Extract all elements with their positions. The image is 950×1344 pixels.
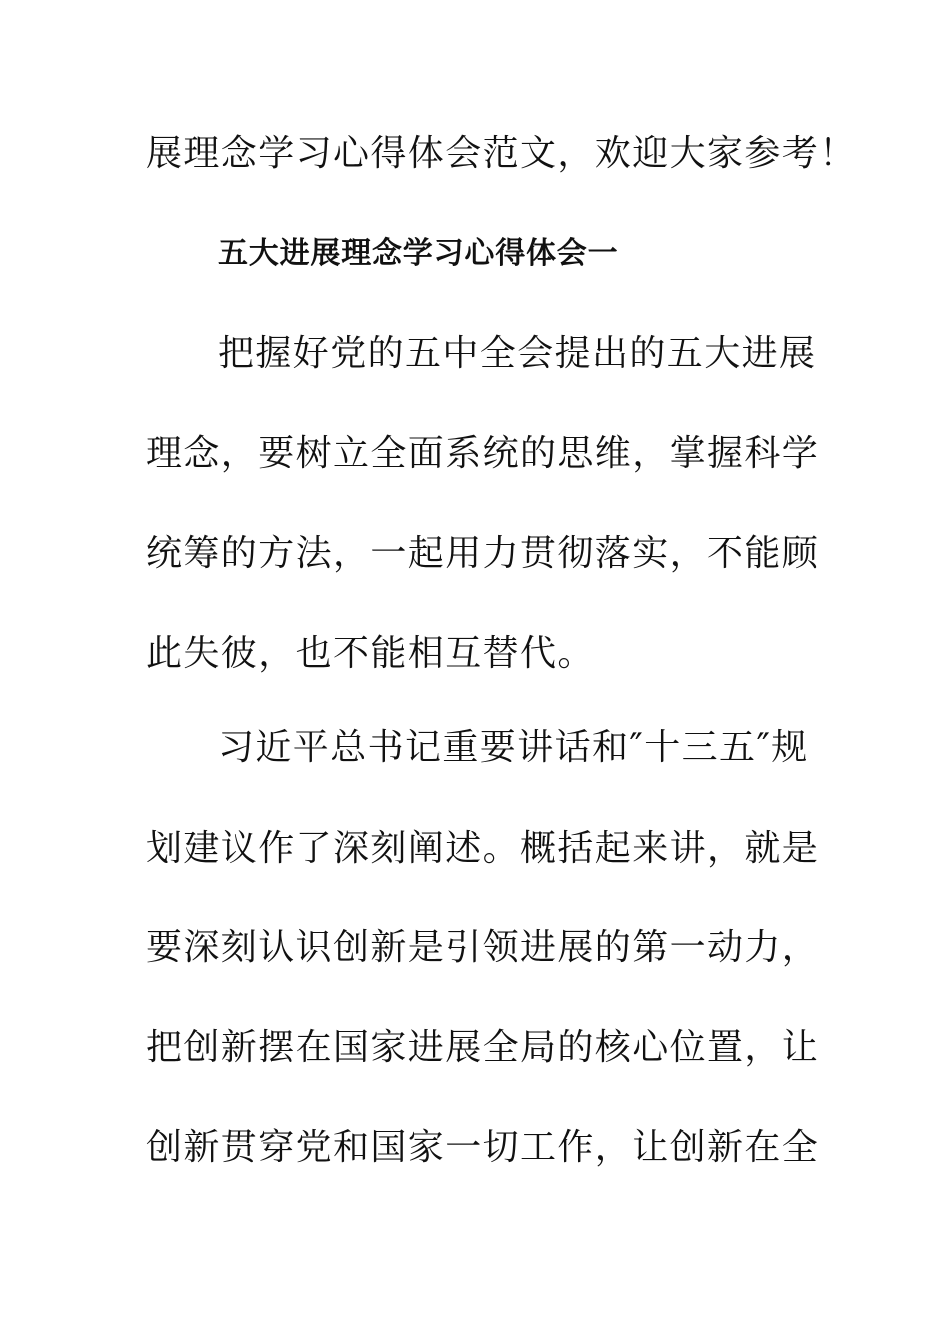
paragraph-2-line-5: 创新贯穿党和国家一切工作，让创新在全: [146, 1127, 820, 1168]
paragraph-1-line-1: 把握好党的五中全会提出的五大进展: [218, 333, 817, 374]
paragraph-1-line-4: 此失彼，也不能相互替代。: [146, 633, 595, 674]
paragraph-2-line-1: 习近平总书记重要讲话和″十三五″规: [218, 727, 809, 768]
paragraph-1-line-2: 理念，要树立全面系统的思维，掌握科学: [146, 433, 820, 474]
intro-line: 展理念学习心得体会范文，欢迎大家参考！: [146, 133, 857, 174]
paragraph-2-line-4: 把创新摆在国家进展全局的核心位置，让: [146, 1027, 820, 1068]
paragraph-2-line-2: 划建议作了深刻阐述。概括起来讲，就是: [146, 828, 820, 869]
section-heading: 五大进展理念学习心得体会一: [218, 236, 619, 271]
paragraph-2-line-3: 要深刻认识创新是引领进展的第一动力，: [146, 927, 820, 968]
paragraph-1-line-3: 统筹的方法，一起用力贯彻落实，不能顾: [146, 533, 820, 574]
